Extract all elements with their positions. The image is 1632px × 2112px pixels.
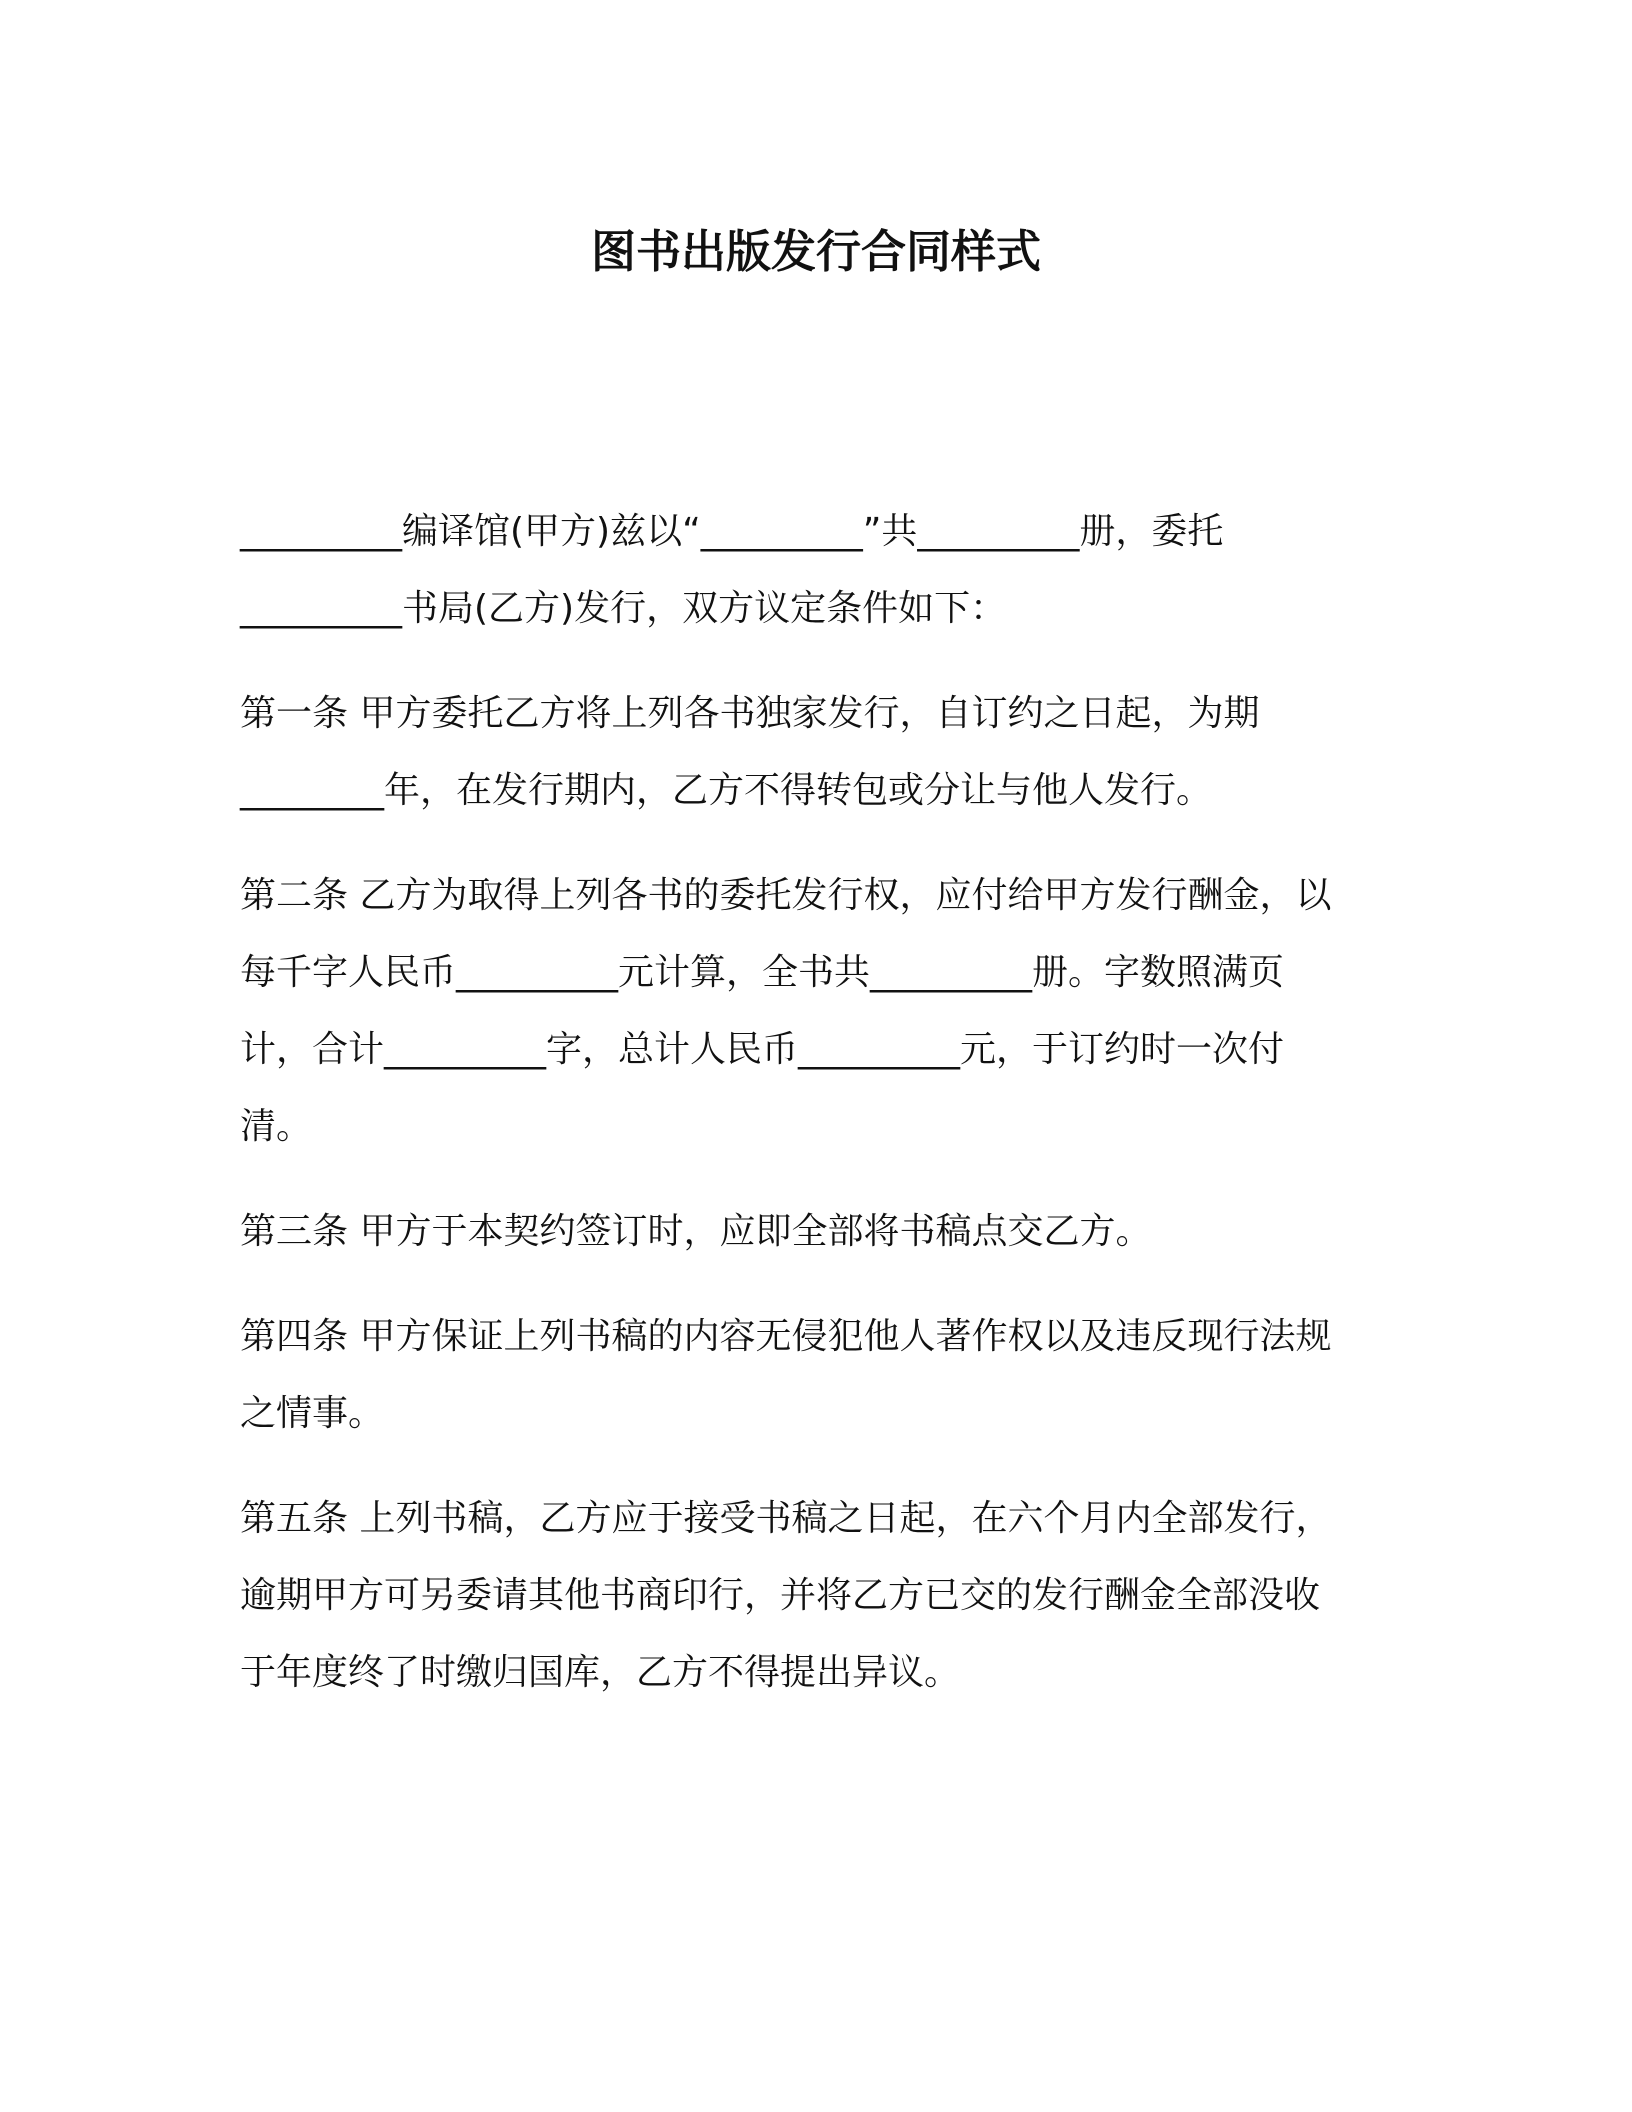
text-line: 之情事。 xyxy=(240,1393,385,1434)
text-line: ________年，在发行期内，乙方不得转包或分让与他人发行。 xyxy=(240,770,1213,811)
document-body xyxy=(240,493,1370,1711)
paragraph-article-1 xyxy=(240,675,1370,829)
text-line: 每千字人民币_________元计算，全书共_________册。字数照满页 xyxy=(240,952,1285,993)
paragraph-article-2 xyxy=(240,857,1370,1165)
text-line: 第三条 甲方于本契约签订时，应即全部将书稿点交乙方。 xyxy=(240,1211,1152,1252)
text-line: 计，合计_________字，总计人民币_________元，于订约时一次付 xyxy=(240,1029,1285,1070)
paragraph-preamble xyxy=(240,493,1370,647)
text-line: 第五条 上列书稿，乙方应于接受书稿之日起，在六个月内全部发行， xyxy=(240,1498,1332,1539)
text-line: _________书局(乙方)发行，双方议定条件如下： xyxy=(240,588,1007,629)
paragraph-article-5 xyxy=(240,1480,1370,1711)
text-line: _________编译馆(甲方)兹以“_________”共_________册，委托 xyxy=(240,511,1224,552)
text-line: 清。 xyxy=(240,1106,313,1147)
text-line: 于年度终了时缴归国库，乙方不得提出异议。 xyxy=(240,1652,961,1693)
text-line: 第四条 甲方保证上列书稿的内容无侵犯他人著作权以及违反现行法规 xyxy=(240,1316,1332,1357)
paragraph-article-4 xyxy=(240,1298,1370,1452)
document-title: 图书出版发行合同样式 xyxy=(590,225,1041,278)
text-line: 第一条 甲方委托乙方将上列各书独家发行，自订约之日起，为期 xyxy=(240,693,1260,734)
text-line: 第二条 乙方为取得上列各书的委托发行权，应付给甲方发行酬金，以 xyxy=(240,875,1332,916)
text-line: 逾期甲方可另委请其他书商印行，并将乙方已交的发行酬金全部没收 xyxy=(240,1575,1321,1616)
paragraph-article-3 xyxy=(240,1193,1370,1270)
